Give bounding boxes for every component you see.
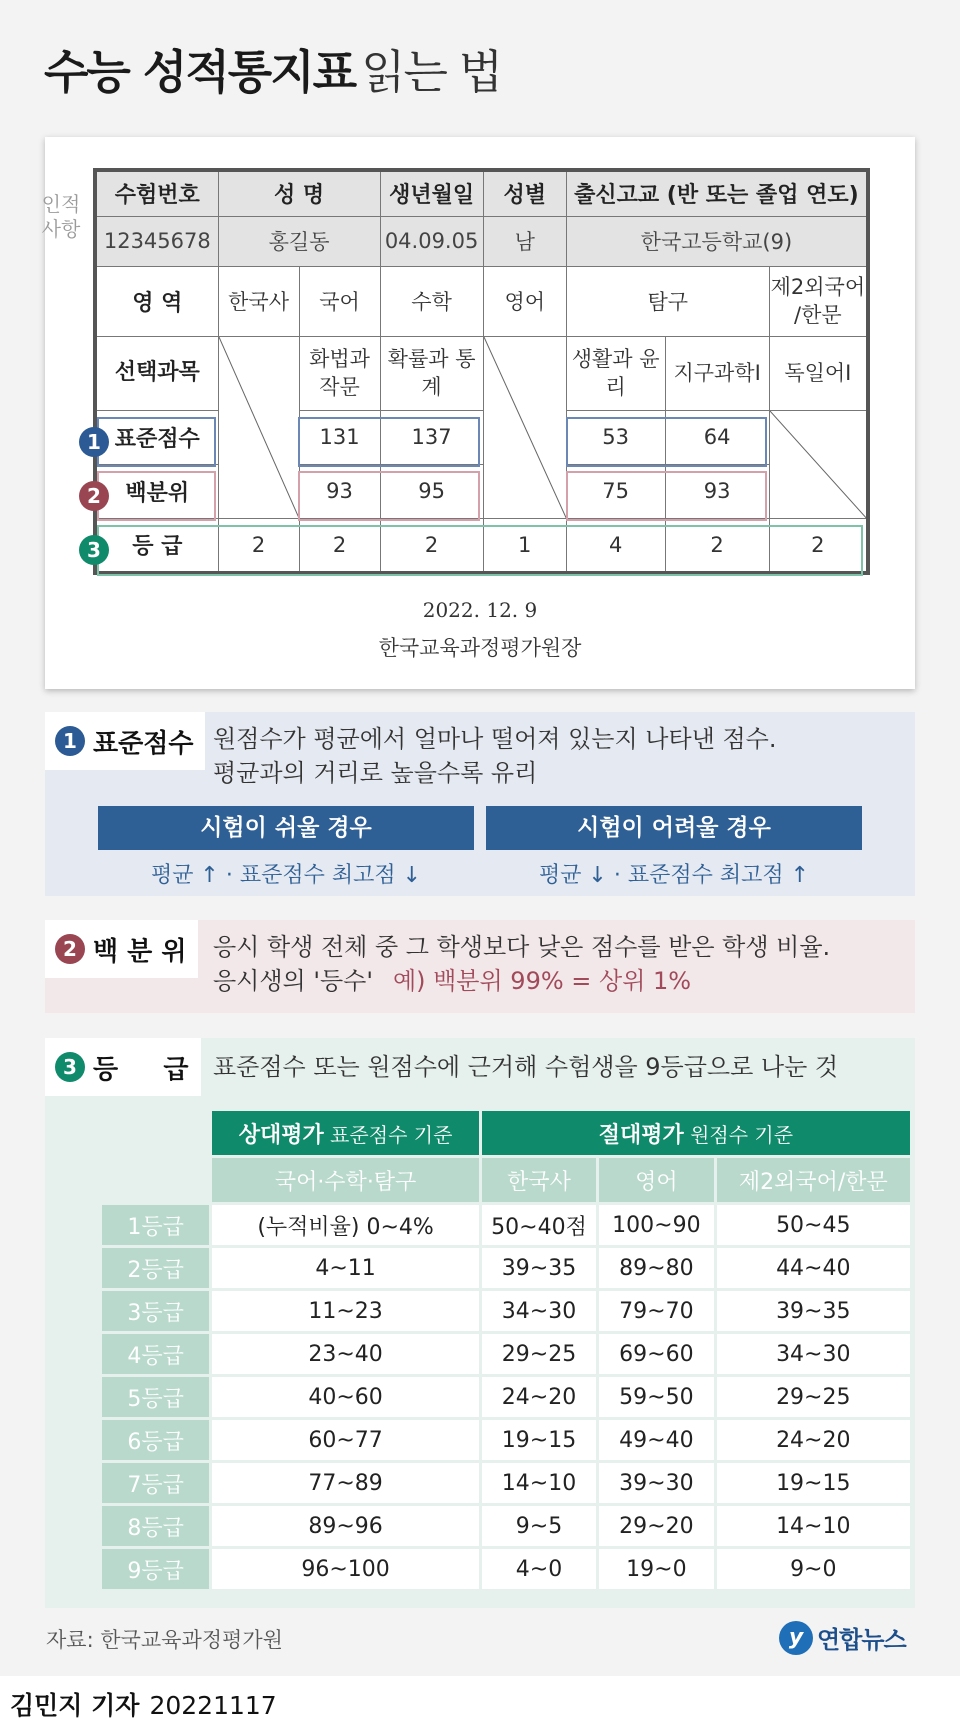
grade-table-row bbox=[102, 1248, 910, 1288]
section-2-title: 백 분 위 bbox=[93, 936, 187, 967]
grade-inquiry-2: 2 bbox=[665, 518, 769, 573]
std-score-label: 표준점수 bbox=[95, 410, 218, 464]
reporter-name: 김민지 기자 bbox=[10, 1691, 140, 1720]
section-standard-score bbox=[45, 712, 915, 896]
grade-cutoff-cell: 9~0 bbox=[717, 1549, 910, 1589]
section-3-desc: 표준점수 또는 원점수에 근거해 수험생을 9등급으로 나눈 것 bbox=[213, 1053, 839, 1081]
report-header-row bbox=[95, 170, 868, 216]
header-gender: 성별 bbox=[483, 170, 566, 216]
side-label-line: 사항 bbox=[41, 217, 81, 241]
grade-cutoff-cell: 77~89 bbox=[212, 1463, 479, 1503]
grade-english: 1 bbox=[483, 518, 566, 573]
section-3-title: 등 급 bbox=[93, 1054, 189, 1085]
header-birth: 생년월일 bbox=[380, 170, 483, 216]
area-row bbox=[95, 266, 868, 336]
hard-case-body: 평균 ↓ · 표준점수 최고점 ↑ bbox=[538, 863, 810, 888]
easy-case-head: 시험이 쉬울 경우 bbox=[98, 806, 474, 850]
section-percentile bbox=[45, 920, 915, 1013]
desc-line: 응시생의 '등수' bbox=[213, 967, 373, 995]
area-korean: 국어 bbox=[299, 266, 380, 336]
area-english: 영어 bbox=[483, 266, 566, 336]
desc-line: 평균과의 거리로 높을수록 유리 bbox=[213, 759, 538, 787]
section-1-title: 표준점수 bbox=[93, 728, 194, 759]
desc-line: 원점수가 평균에서 얼마나 떨어져 있는지 나타낸 점수. bbox=[213, 725, 777, 753]
grade-cutoff-cell: 19~15 bbox=[717, 1463, 910, 1503]
section-1-number-icon: 1 bbox=[55, 726, 85, 756]
absolute-eval-basis: 원점수 기준 bbox=[690, 1122, 794, 1147]
col-korean-history: 한국사 bbox=[482, 1158, 596, 1202]
grade-cutoff-cell: 24~20 bbox=[482, 1377, 596, 1417]
report-info-row bbox=[95, 216, 868, 266]
grade-level-label: 9등급 bbox=[102, 1549, 209, 1589]
absolute-eval-title: 절대평가 bbox=[598, 1122, 684, 1148]
grade-cutoff-cell: 29~25 bbox=[482, 1334, 596, 1374]
col-kor-math-inquiry: 국어·수학·탐구 bbox=[212, 1158, 479, 1202]
relative-eval-basis: 표준점수 기준 bbox=[330, 1122, 453, 1147]
grade-korean-history: 2 bbox=[218, 518, 299, 573]
hard-case-head: 시험이 어려울 경우 bbox=[486, 806, 862, 850]
grade-cutoff-cell: 96~100 bbox=[212, 1549, 479, 1589]
grade-table-row bbox=[102, 1549, 910, 1589]
percentile-example: 예) 백분위 99% = 상위 1% bbox=[392, 967, 692, 995]
grade-cutoff-cell: 19~15 bbox=[482, 1420, 596, 1460]
select-inquiry-1: 생활과 윤리 bbox=[566, 336, 665, 410]
grade-cutoff-cell: 59~50 bbox=[599, 1377, 713, 1417]
blank-cell bbox=[102, 1111, 209, 1155]
grade-cutoff-cell: 50~40점 bbox=[482, 1205, 596, 1245]
grade-cutoff-cell: 14~10 bbox=[717, 1506, 910, 1546]
relative-eval-title: 상대평가 bbox=[238, 1122, 324, 1148]
byline bbox=[10, 1686, 277, 1722]
col-english: 영어 bbox=[599, 1158, 713, 1202]
percentile-row bbox=[95, 464, 868, 518]
grade-cutoff-cell: 34~30 bbox=[717, 1334, 910, 1374]
grade-table-row bbox=[102, 1377, 910, 1417]
grade-cutoff-cell: 89~96 bbox=[212, 1506, 479, 1546]
std-math: 137 bbox=[380, 410, 483, 464]
area-korean-history: 한국사 bbox=[218, 266, 299, 336]
title-sub: 읽는 법 bbox=[361, 45, 502, 99]
source-credit: 자료: 한국교육과정평가원 bbox=[46, 1628, 283, 1652]
grade-level-label: 4등급 bbox=[102, 1334, 209, 1374]
grade-table-row bbox=[102, 1334, 910, 1374]
issue-date: 2022. 12. 9 bbox=[422, 598, 538, 622]
section-3-number-icon: 3 bbox=[55, 1052, 85, 1082]
grade-cutoff-cell: 79~70 bbox=[599, 1291, 713, 1331]
grade-cutoff-cell: 60~77 bbox=[212, 1420, 479, 1460]
grade-cutoff-cell: (누적비율) 0~4% bbox=[212, 1205, 479, 1245]
page-title bbox=[44, 36, 501, 102]
easy-exam-case bbox=[98, 806, 474, 889]
absolute-eval-head bbox=[482, 1111, 910, 1155]
grade-cutoff-cell: 44~40 bbox=[717, 1248, 910, 1288]
area-second-language: 제2외국어 /한문 bbox=[769, 266, 868, 336]
grade-table-row bbox=[102, 1506, 910, 1546]
select-row bbox=[95, 336, 868, 410]
grade-cutoff-cell: 49~40 bbox=[599, 1420, 713, 1460]
section-2-desc bbox=[213, 930, 830, 998]
grade-cutoff-cell: 39~30 bbox=[599, 1463, 713, 1503]
grade-level-label: 7등급 bbox=[102, 1463, 209, 1503]
select-second-language: 독일어Ⅰ bbox=[769, 336, 868, 410]
section-1-desc bbox=[213, 722, 776, 790]
grade-cutoff-cell: 19~0 bbox=[599, 1549, 713, 1589]
select-inquiry-2: 지구과학Ⅰ bbox=[665, 336, 769, 410]
header-name: 성 명 bbox=[218, 170, 380, 216]
header-exam-no: 수험번호 bbox=[95, 170, 218, 216]
header-school: 출신고교 (반 또는 졸업 연도) bbox=[566, 170, 868, 216]
section-grade bbox=[45, 1038, 915, 1608]
grade-label: 등 급 bbox=[95, 518, 218, 573]
grade-cutoff-cell: 4~11 bbox=[212, 1248, 479, 1288]
area-math: 수학 bbox=[380, 266, 483, 336]
select-korean: 화법과 작문 bbox=[299, 336, 380, 410]
grade-head-row-2 bbox=[102, 1158, 910, 1202]
desc-line: 응시 학생 전체 중 그 학생보다 낮은 점수를 받은 학생 비율. bbox=[213, 933, 831, 961]
select-math: 확률과 통계 bbox=[380, 336, 483, 410]
grade-cutoff-cell: 39~35 bbox=[717, 1291, 910, 1331]
grade-cutoff-cell: 50~45 bbox=[717, 1205, 910, 1245]
name-value: 홍길동 bbox=[218, 216, 380, 266]
school-value: 한국고등학교(9) bbox=[566, 216, 868, 266]
english-blank bbox=[483, 336, 566, 518]
yonhap-logo-text: 연합뉴스 bbox=[817, 1626, 906, 1654]
yonhap-logo bbox=[779, 1620, 906, 1655]
korean-history-blank bbox=[218, 336, 299, 518]
std-inquiry-1: 53 bbox=[566, 410, 665, 464]
area-label: 영 역 bbox=[95, 266, 218, 336]
select-label: 선택과목 bbox=[95, 336, 218, 410]
grade-cutoff-cell: 89~80 bbox=[599, 1248, 713, 1288]
grade-cutoff-cell: 40~60 bbox=[212, 1377, 479, 1417]
grade-row bbox=[95, 518, 868, 573]
pct-inquiry-1: 75 bbox=[566, 464, 665, 518]
side-label-line: 인적 bbox=[41, 192, 81, 216]
publish-date: 20221117 bbox=[149, 1691, 277, 1720]
col-second-language: 제2외국어/한문 bbox=[717, 1158, 910, 1202]
marker-1-icon: 1 bbox=[79, 427, 109, 457]
grade-table-row bbox=[102, 1291, 910, 1331]
grade-inquiry-1: 4 bbox=[566, 518, 665, 573]
exam-no-value: 12345678 bbox=[95, 216, 218, 266]
second-language-blank bbox=[769, 410, 868, 518]
grade-cutoff-cell: 29~20 bbox=[599, 1506, 713, 1546]
section-2-tag bbox=[45, 920, 198, 978]
pct-math: 95 bbox=[380, 464, 483, 518]
grade-cutoff-cell: 24~20 bbox=[717, 1420, 910, 1460]
grade-cutoff-cell: 29~25 bbox=[717, 1377, 910, 1417]
marker-2-icon: 2 bbox=[79, 481, 109, 511]
grade-table-row bbox=[102, 1463, 910, 1503]
grade-level-label: 2등급 bbox=[102, 1248, 209, 1288]
pct-inquiry-2: 93 bbox=[665, 464, 769, 518]
grade-korean: 2 bbox=[299, 518, 380, 573]
issuer: 한국교육과정평가원장 bbox=[378, 636, 582, 660]
grade-cutoff-cell: 23~40 bbox=[212, 1334, 479, 1374]
grade-level-label: 3등급 bbox=[102, 1291, 209, 1331]
percentile-label: 백분위 bbox=[95, 464, 218, 518]
std-korean: 131 bbox=[299, 410, 380, 464]
blank-cell bbox=[102, 1158, 209, 1202]
hard-exam-case bbox=[486, 806, 862, 889]
grade-criteria-table bbox=[99, 1108, 913, 1592]
grade-cutoff-cell: 11~23 bbox=[212, 1291, 479, 1331]
grade-cutoff-cell: 69~60 bbox=[599, 1334, 713, 1374]
grade-head-row-1 bbox=[102, 1111, 910, 1155]
grade-math: 2 bbox=[380, 518, 483, 573]
grade-level-label: 8등급 bbox=[102, 1506, 209, 1546]
std-inquiry-2: 64 bbox=[665, 410, 769, 464]
easy-case-body: 평균 ↑ · 표준점수 최고점 ↓ bbox=[150, 863, 422, 888]
score-report-table bbox=[93, 168, 870, 575]
grade-second-language: 2 bbox=[769, 518, 868, 573]
grade-cutoff-cell: 100~90 bbox=[599, 1205, 713, 1245]
grade-cutoff-cell: 39~35 bbox=[482, 1248, 596, 1288]
grade-cutoff-cell: 14~10 bbox=[482, 1463, 596, 1503]
grade-level-label: 5등급 bbox=[102, 1377, 209, 1417]
grade-level-label: 6등급 bbox=[102, 1420, 209, 1460]
section-2-number-icon: 2 bbox=[55, 934, 85, 964]
pct-korean: 93 bbox=[299, 464, 380, 518]
grade-cutoff-cell: 9~5 bbox=[482, 1506, 596, 1546]
grade-table-row bbox=[102, 1420, 910, 1460]
area-inquiry: 탐구 bbox=[566, 266, 769, 336]
grade-level-label: 1등급 bbox=[102, 1205, 209, 1245]
personal-info-label bbox=[36, 192, 86, 242]
relative-eval-head bbox=[212, 1111, 479, 1155]
std-score-row bbox=[95, 410, 868, 464]
birth-value: 04.09.05 bbox=[380, 216, 483, 266]
title-main: 수능 성적통지표 bbox=[44, 45, 356, 99]
section-1-tag bbox=[45, 712, 205, 770]
marker-3-icon: 3 bbox=[79, 535, 109, 565]
grade-table-row bbox=[102, 1205, 910, 1245]
section-3-tag bbox=[45, 1038, 201, 1096]
grade-cutoff-cell: 4~0 bbox=[482, 1549, 596, 1589]
grade-cutoff-cell: 34~30 bbox=[482, 1291, 596, 1331]
gender-value: 남 bbox=[483, 216, 566, 266]
yonhap-logo-icon: y bbox=[779, 1621, 813, 1655]
